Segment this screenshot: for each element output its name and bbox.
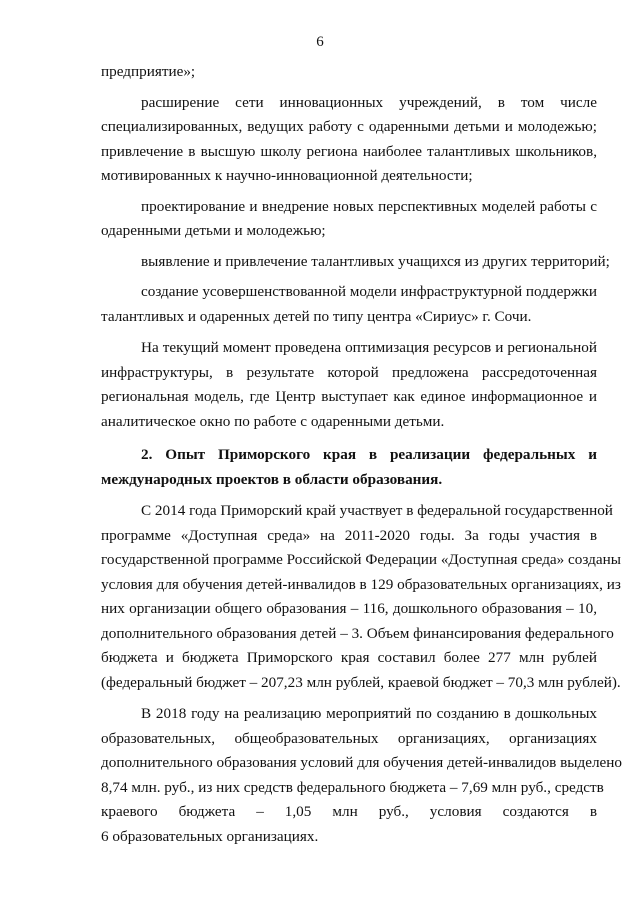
text-line: предприятие»; <box>101 63 196 80</box>
text-line: государственной программе Российской Федерации «Доступная среда» созданы <box>101 551 621 568</box>
text-line: мотивированных к научно-инновационной деятельности; <box>101 167 473 184</box>
text-line: бюджета и бюджета Приморского края составил более 277 млн рублей <box>101 649 597 666</box>
text-line: краевого бюджета – 1,05 млн руб., условия создаются в <box>101 803 597 820</box>
paragraph <box>101 60 597 85</box>
text-line: проектирование и внедрение новых перспективных моделей работы с <box>141 197 597 215</box>
text-line: специализированных, ведущих работу с одаренными детьми и молодежью; <box>101 118 597 135</box>
paragraph-gap <box>101 695 597 702</box>
text-line: одаренными детьми и молодежью; <box>101 222 326 239</box>
text-line: привлечение в высшую школу региона наиболее талантливых школьников, <box>101 142 597 160</box>
text-line: инфраструктуры, в результате которой предложена рассредоточенная <box>101 363 597 381</box>
text-line: международных проектов в области образования. <box>101 470 443 488</box>
paragraph <box>101 499 621 695</box>
text-line: 8,74 млн. руб., из них средств федерального бюджета – 7,69 млн руб., средств <box>101 778 604 796</box>
text-line: (федеральный бюджет – 207,23 млн рублей, краевой бюджет – 70,3 млн рублей). <box>101 673 621 691</box>
text-line: талантливых и одаренных детей по типу центра «Сириус» г. Сочи. <box>101 307 532 325</box>
text-line: На текущий момент проведена оптимизация ресурсов и региональной <box>141 339 597 356</box>
paragraph <box>101 91 597 189</box>
text-line: дополнительного образования детей – 3. Объем финансирования федерального <box>101 624 614 642</box>
text-line: создание усовершенствованной модели инфраструктурной поддержки <box>141 283 597 300</box>
text-line: программе «Доступная среда» на 2011-2020 годы. За годы участия в <box>101 526 597 544</box>
text-line: С 2014 года Приморский край участвует в федеральной государственной <box>141 502 613 519</box>
text-line: региональная модель, где Центр выступает как единое информационное и <box>101 388 597 405</box>
paragraph <box>101 336 597 434</box>
text-line: В 2018 году на реализацию мероприятий по созданию в дошкольных <box>141 705 597 722</box>
text-line: расширение сети инновационных учреждений, в том числе <box>141 93 597 111</box>
paragraph <box>101 702 623 849</box>
paragraph <box>101 195 597 244</box>
paragraph-gap <box>101 434 597 443</box>
paragraph-gap <box>101 329 597 336</box>
text-line: аналитическое окно по работе с одаренными детьми. <box>101 412 445 430</box>
text-line: дополнительного образования условий для обучения детей-инвалидов выделено <box>101 754 623 771</box>
page-number: 6 <box>316 34 324 50</box>
text-line: 6 образовательных организациях. <box>101 827 319 845</box>
section-heading <box>101 443 597 492</box>
text-line: условия для обучения детей-инвалидов в 129 образовательных организациях, из <box>101 575 621 593</box>
text-line: выявление и привлечение талантливых учащихся из других территорий; <box>141 252 610 270</box>
paragraph-gap <box>101 492 597 499</box>
text-line: образовательных, общеобразовательных организациях, организациях <box>101 729 597 747</box>
document-body <box>101 60 623 849</box>
paragraph <box>101 250 610 275</box>
paragraph <box>101 280 597 329</box>
text-line: них организации общего образования – 116, дошкольного образования – 10, <box>101 600 597 617</box>
text-line: 2. Опыт Приморского края в реализации федеральных и <box>141 446 597 463</box>
